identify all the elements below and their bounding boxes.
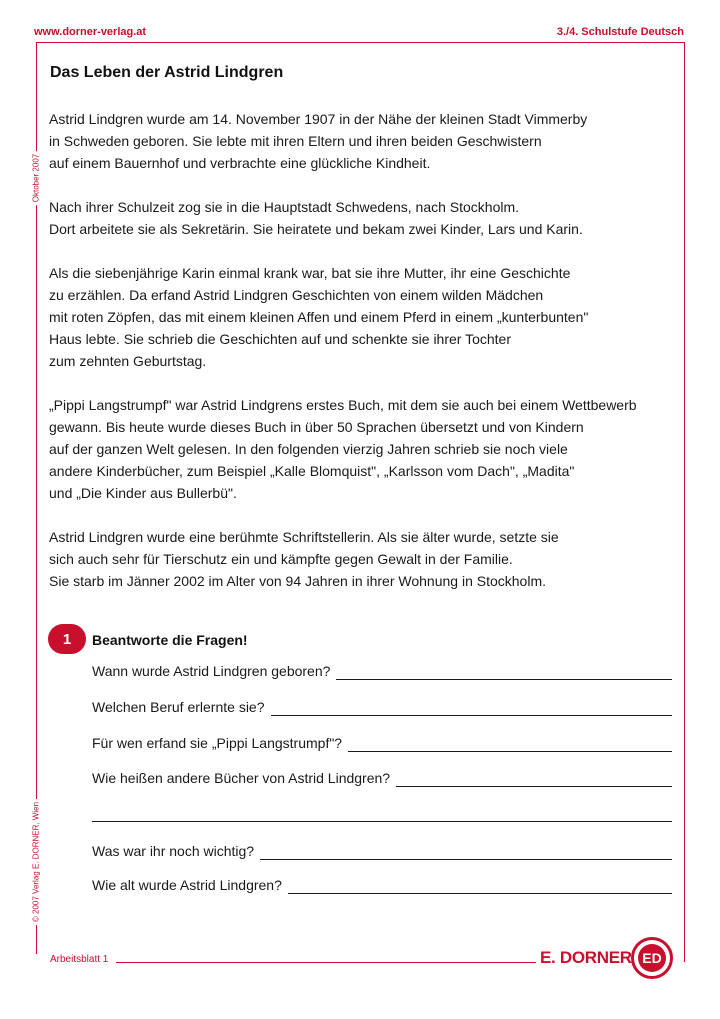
text-line: Nach ihrer Schulzeit zog sie in die Hauptstadt Schwedens, nach Stockholm. <box>49 199 520 215</box>
text-line: andere Kinderbücher, zum Beispiel „Kalle Blomquist", „Karlsson vom Dach", „Madita" <box>49 463 575 479</box>
header-website: www.dorner-verlag.at <box>34 26 147 38</box>
text-line: Sie starb im Jänner 2002 im Alter von 94 Jahren in ihrer Wohnung in Stockholm. <box>49 573 546 589</box>
side-date: Oktober 2007 <box>32 151 41 205</box>
question-row <box>92 662 672 680</box>
text-line: Als die siebenjährige Karin einmal krank war, bat sie ihre Mutter, ihr eine Geschichte <box>49 265 571 281</box>
text-line: Dort arbeitete sie als Sekretärin. Sie heiratete und bekam zwei Kinder, Lars und Karin. <box>49 221 583 237</box>
answer-line[interactable] <box>271 699 673 716</box>
text-line: Haus lebte. Sie schrieb die Geschichten auf und schenkte sie ihrer Tochter <box>49 331 511 347</box>
svg-text:ED: ED <box>642 950 662 966</box>
text-line: und „Die Kinder aus Bullerbü". <box>49 485 237 501</box>
answer-line[interactable] <box>260 843 672 860</box>
text-line: auf der ganzen Welt gelesen. In den folgenden vierzig Jahren schrieb sie noch viele <box>49 441 568 457</box>
article-body <box>49 108 679 614</box>
question-label: Wann wurde Astrid Lindgren geboren? <box>92 663 331 679</box>
text-line: mit roten Zöpfen, das mit einem kleinen Affen und einem Pferd in einem „kunterbunten" <box>49 309 589 325</box>
text-line: in Schweden geboren. Sie lebte mit ihren Eltern und ihren beiden Geschwistern <box>49 133 542 149</box>
question-row <box>92 769 672 787</box>
question-label: Wie alt wurde Astrid Lindgren? <box>92 877 282 893</box>
text-line: sich auch sehr für Tierschutz ein und kämpfte gegen Gewalt in der Familie. <box>49 551 513 567</box>
frame-right-rule <box>684 42 685 962</box>
answer-line[interactable] <box>348 735 672 752</box>
question-row <box>92 698 672 716</box>
answer-line[interactable] <box>396 770 672 787</box>
paragraph-4 <box>49 394 679 504</box>
paragraph-2 <box>49 196 679 240</box>
task-number: 1 <box>62 630 72 648</box>
answer-line[interactable] <box>92 805 672 822</box>
question-label: Wie heißen andere Bücher von Astrid Lindgren? <box>92 770 391 786</box>
question-row <box>92 842 672 860</box>
paragraph-5 <box>49 526 679 592</box>
frame-top-rule <box>36 42 684 43</box>
question-row-continuation <box>92 805 672 822</box>
task-instruction: Beantworte die Fragen! <box>92 632 248 648</box>
text-line: zu erzählen. Da erfand Astrid Lindgren Geschichten von einem wilden Mädchen <box>49 287 544 303</box>
text-line: Astrid Lindgren wurde eine berühmte Schriftstellerin. Als sie älter wurde, setzte sie <box>49 529 559 545</box>
question-label: Für wen erfand sie „Pippi Langstrumpf"? <box>92 735 343 751</box>
frame-bottom-rule <box>116 962 536 963</box>
question-label: Was war ihr noch wichtig? <box>92 843 255 859</box>
paragraph-3 <box>49 262 679 372</box>
answer-line[interactable] <box>336 663 672 680</box>
question-row <box>92 876 672 894</box>
text-line: zum zehnten Geburtstag. <box>49 353 207 369</box>
answer-line[interactable] <box>288 877 672 894</box>
header-grade: 3./4. Schulstufe Deutsch <box>556 26 684 38</box>
page-title: Das Leben der Astrid Lindgren <box>50 64 284 81</box>
footer-sheet-label: Arbeitsblatt 1 <box>50 954 112 965</box>
task-number-badge <box>48 624 86 654</box>
text-line: „Pippi Langstrumpf" war Astrid Lindgrens erstes Buch, mit dem sie auch bei einem Wettbewerb <box>49 397 637 413</box>
brand-logo-icon <box>630 936 674 980</box>
text-line: Astrid Lindgren wurde am 14. November 1907 in der Nähe der kleinen Stadt Vimmerby <box>49 111 588 127</box>
side-copyright: © 2007 Verlag E. DORNER, Wien <box>32 799 41 925</box>
question-label: Welchen Beruf erlernte sie? <box>92 699 265 715</box>
text-line: auf einem Bauernhof und verbrachte eine glückliche Kindheit. <box>49 155 431 171</box>
brand-name: E. DORNER <box>540 948 632 967</box>
text-line: gewann. Bis heute wurde dieses Buch in über 50 Sprachen übersetzt und von Kindern <box>49 419 584 435</box>
question-row <box>92 734 672 752</box>
paragraph-1 <box>49 108 679 174</box>
